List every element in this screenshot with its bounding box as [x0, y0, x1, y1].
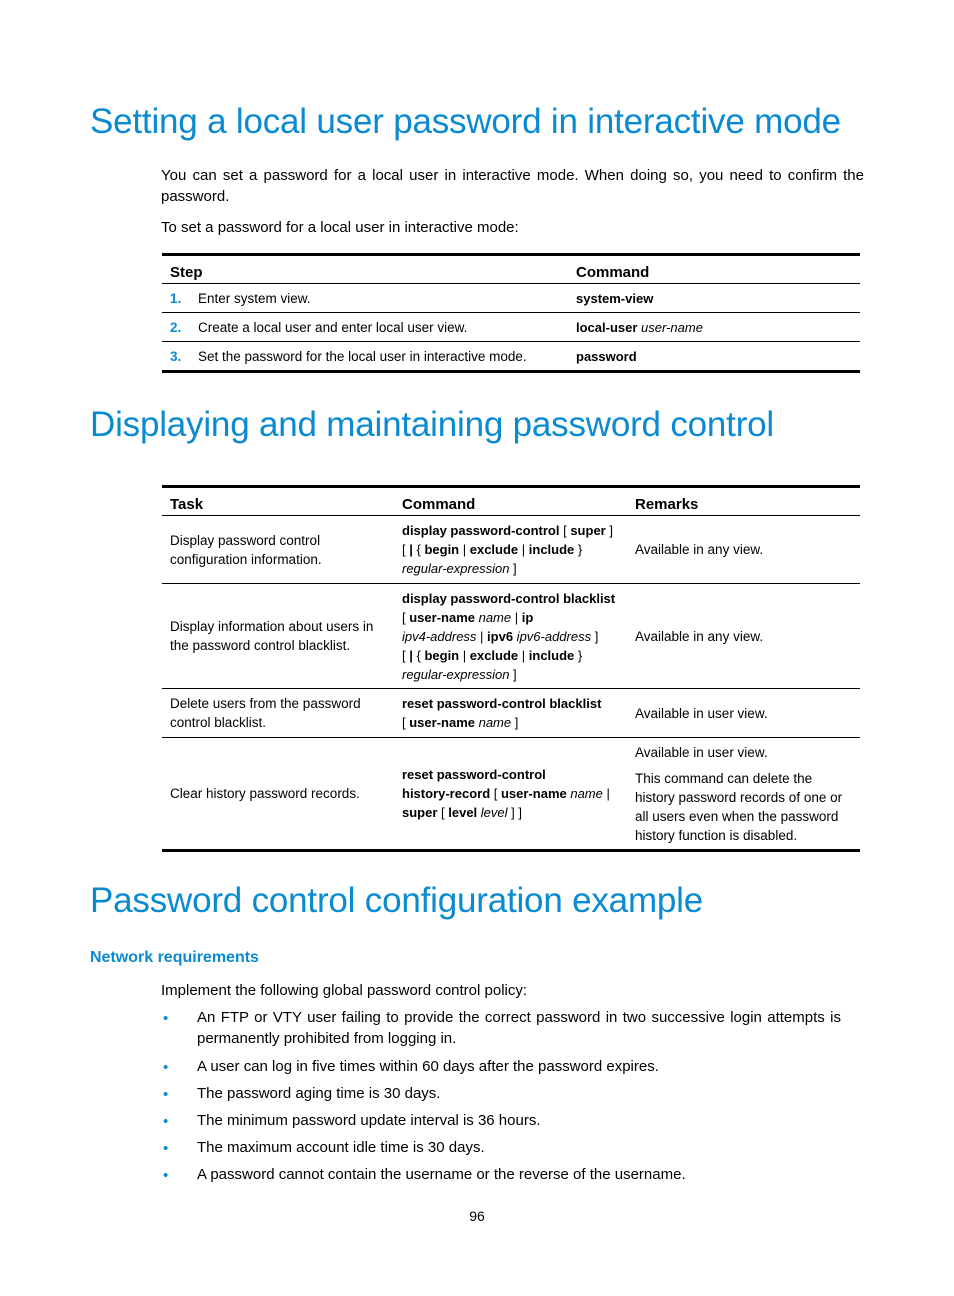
- command-keyword: password: [576, 348, 637, 364]
- command-syntax: |: [459, 647, 470, 663]
- command-keyword: ipv6: [487, 628, 514, 644]
- list-item-text: The minimum password update interval is 36 hours.: [197, 1112, 541, 1129]
- task-cell: Display password control configuration information.: [162, 516, 394, 584]
- command-line: [402, 646, 619, 665]
- remarks-cell: [627, 689, 860, 738]
- command-keyword: |: [409, 542, 413, 557]
- list-item: [161, 1083, 841, 1104]
- policy-list: [161, 1007, 841, 1185]
- remark-text: Available in any view.: [635, 542, 764, 557]
- command-syntax: }: [574, 647, 583, 663]
- command-syntax: |: [511, 609, 522, 625]
- remarks-cell: [627, 584, 860, 689]
- remark-text: Available in user view.: [635, 744, 768, 760]
- command-syntax: {: [412, 542, 425, 557]
- table-row: [162, 342, 860, 372]
- command-keyword: user-name: [409, 715, 475, 730]
- command-argument: name: [474, 715, 512, 730]
- command-cell: [394, 689, 627, 738]
- command-keyword: exclude: [469, 647, 519, 663]
- command-cell: [394, 584, 627, 689]
- policy-intro: Implement the following global password control policy:: [161, 982, 528, 999]
- task-cell: Delete users from the password control blacklist.: [162, 689, 394, 738]
- command-keyword: ip: [521, 609, 534, 625]
- command-keyword: reset password-control: [402, 767, 546, 782]
- command-argument: ipv6-address: [513, 628, 592, 644]
- command-syntax: ] ]: [507, 805, 522, 820]
- section-title-example: Password control configuration example: [90, 881, 704, 920]
- command-line: [402, 784, 619, 803]
- command-line: [402, 665, 619, 684]
- step-cell: [162, 313, 568, 342]
- page-number: 96: [469, 1208, 485, 1224]
- command-line: [402, 589, 619, 608]
- remarks-cell: [627, 516, 860, 584]
- command-argument: name: [474, 609, 512, 625]
- command-line: [402, 694, 619, 713]
- table-header-row: [162, 487, 860, 516]
- section-title-interactive-mode: Setting a local user password in interactive mode: [90, 102, 841, 141]
- command-keyword: exclude: [469, 542, 519, 557]
- command-syntax: ]: [509, 666, 517, 682]
- command-syntax: |: [518, 542, 529, 557]
- table-row: [162, 584, 860, 689]
- command-cell: [394, 738, 627, 851]
- command-argument: regular-expression: [402, 561, 510, 576]
- command-line: [402, 521, 619, 540]
- command-line: [402, 803, 619, 822]
- header-command: Command: [568, 255, 860, 284]
- remark-text: Available in user view.: [635, 705, 768, 721]
- command-keyword: level: [448, 805, 478, 820]
- command-keyword: begin: [424, 647, 460, 663]
- command-keyword: super: [570, 523, 606, 538]
- section-title-displaying: Displaying and maintaining password control: [90, 405, 775, 444]
- command-cell: [568, 313, 860, 342]
- command-cell: [568, 342, 860, 372]
- command-keyword: history-record: [402, 786, 491, 801]
- table-row: [162, 284, 860, 313]
- command-syntax: |: [518, 647, 529, 663]
- command-syntax: [: [559, 523, 571, 538]
- command-syntax: [: [402, 647, 410, 663]
- remark-text: Available in any view.: [635, 628, 764, 644]
- command-line: [402, 540, 619, 559]
- list-item: [161, 1137, 841, 1158]
- steps-table: [162, 253, 860, 373]
- command-line: [402, 713, 619, 732]
- command-cell: [568, 284, 860, 313]
- command-line: [402, 608, 619, 627]
- list-item: [161, 1007, 841, 1049]
- list-item-text: An FTP or VTY user failing to provide the correct password in two successive login attempts is permanently prohibited from logging in.: [197, 1009, 841, 1047]
- table-header-row: [162, 255, 860, 284]
- list-item-text: The maximum account idle time is 30 days.: [197, 1139, 485, 1156]
- command-syntax: |: [476, 628, 488, 644]
- command-syntax: [: [402, 542, 410, 557]
- command-keyword: begin: [424, 542, 460, 557]
- bullet-icon: •: [163, 1086, 169, 1103]
- table-row: [162, 689, 860, 738]
- command-keyword: user-name: [500, 786, 567, 801]
- remark-text: This command can delete the history password records of one or all users even when the password history function is disabled.: [635, 770, 843, 843]
- command-syntax: {: [412, 647, 425, 663]
- header-step: Step: [162, 255, 568, 284]
- command-keyword: include: [528, 542, 575, 557]
- header-remarks: Remarks: [627, 487, 860, 516]
- task-cell: Clear history password records.: [162, 738, 394, 851]
- command-keyword: include: [528, 647, 575, 663]
- list-item-text: A password cannot contain the username or the reverse of the username.: [197, 1166, 686, 1183]
- bullet-icon: •: [163, 1010, 169, 1027]
- command-syntax: [: [437, 805, 449, 820]
- command-keyword: super: [402, 805, 438, 820]
- task-cell: Display information about users in the password control blacklist.: [162, 584, 394, 689]
- list-item-text: A user can log in five times within 60 days after the password expires.: [197, 1058, 659, 1075]
- table-row: [162, 738, 860, 851]
- command-keyword: reset password-control blacklist: [402, 696, 602, 711]
- step-text: Enter system view.: [198, 290, 311, 306]
- instruction-paragraph: To set a password for a local user in interactive mode:: [161, 219, 519, 236]
- step-text: Set the password for the local user in interactive mode.: [198, 348, 527, 364]
- command-syntax: |: [459, 542, 470, 557]
- command-argument: level: [477, 805, 508, 820]
- header-command: Command: [394, 487, 627, 516]
- command-syntax: ]: [511, 715, 519, 730]
- bullet-icon: •: [163, 1167, 169, 1184]
- command-argument: user-name: [641, 319, 703, 335]
- command-argument: name: [566, 786, 603, 801]
- step-number: 3.: [170, 348, 182, 364]
- command-cell: [394, 516, 627, 584]
- command-syntax: [: [490, 786, 501, 801]
- step-text: Create a local user and enter local user view.: [198, 319, 468, 335]
- step-cell: [162, 284, 568, 313]
- bullet-icon: •: [163, 1140, 169, 1157]
- command-keyword: user-name: [409, 609, 475, 625]
- header-task: Task: [162, 487, 394, 516]
- command-syntax: [: [402, 715, 410, 730]
- command-keyword: display password-control: [402, 523, 560, 538]
- display-commands-table: [162, 485, 860, 852]
- subsection-title-network-requirements: Network requirements: [90, 949, 259, 966]
- command-line: [402, 765, 619, 784]
- command-keyword: system-view: [576, 290, 654, 306]
- command-argument: ipv4-address: [402, 628, 477, 644]
- command-keyword: |: [409, 647, 413, 663]
- table-row: [162, 516, 860, 584]
- step-cell: [162, 342, 568, 372]
- command-syntax: ]: [591, 628, 599, 644]
- command-keyword: display password-control blacklist: [402, 590, 616, 606]
- list-item: [161, 1164, 841, 1185]
- command-line: [402, 627, 619, 646]
- command-syntax: }: [574, 542, 583, 557]
- command-keyword: local-user: [576, 319, 638, 335]
- command-syntax: [: [402, 609, 410, 625]
- command-syntax: ]: [605, 523, 613, 538]
- list-item: [161, 1056, 841, 1077]
- intro-paragraph: You can set a password for a local user in interactive mode. When doing so, you need to confirm the password.: [161, 167, 864, 205]
- bullet-icon: •: [163, 1113, 169, 1130]
- step-number: 2.: [170, 319, 182, 335]
- list-item-text: The password aging time is 30 days.: [197, 1085, 441, 1102]
- command-argument: regular-expression: [402, 666, 510, 682]
- table-row: [162, 313, 860, 342]
- remarks-cell: [627, 738, 860, 851]
- command-line: [402, 559, 619, 578]
- bullet-icon: •: [163, 1059, 169, 1076]
- command-syntax: |: [602, 786, 610, 801]
- command-syntax: ]: [509, 561, 517, 576]
- step-number: 1.: [170, 290, 182, 306]
- list-item: [161, 1110, 841, 1131]
